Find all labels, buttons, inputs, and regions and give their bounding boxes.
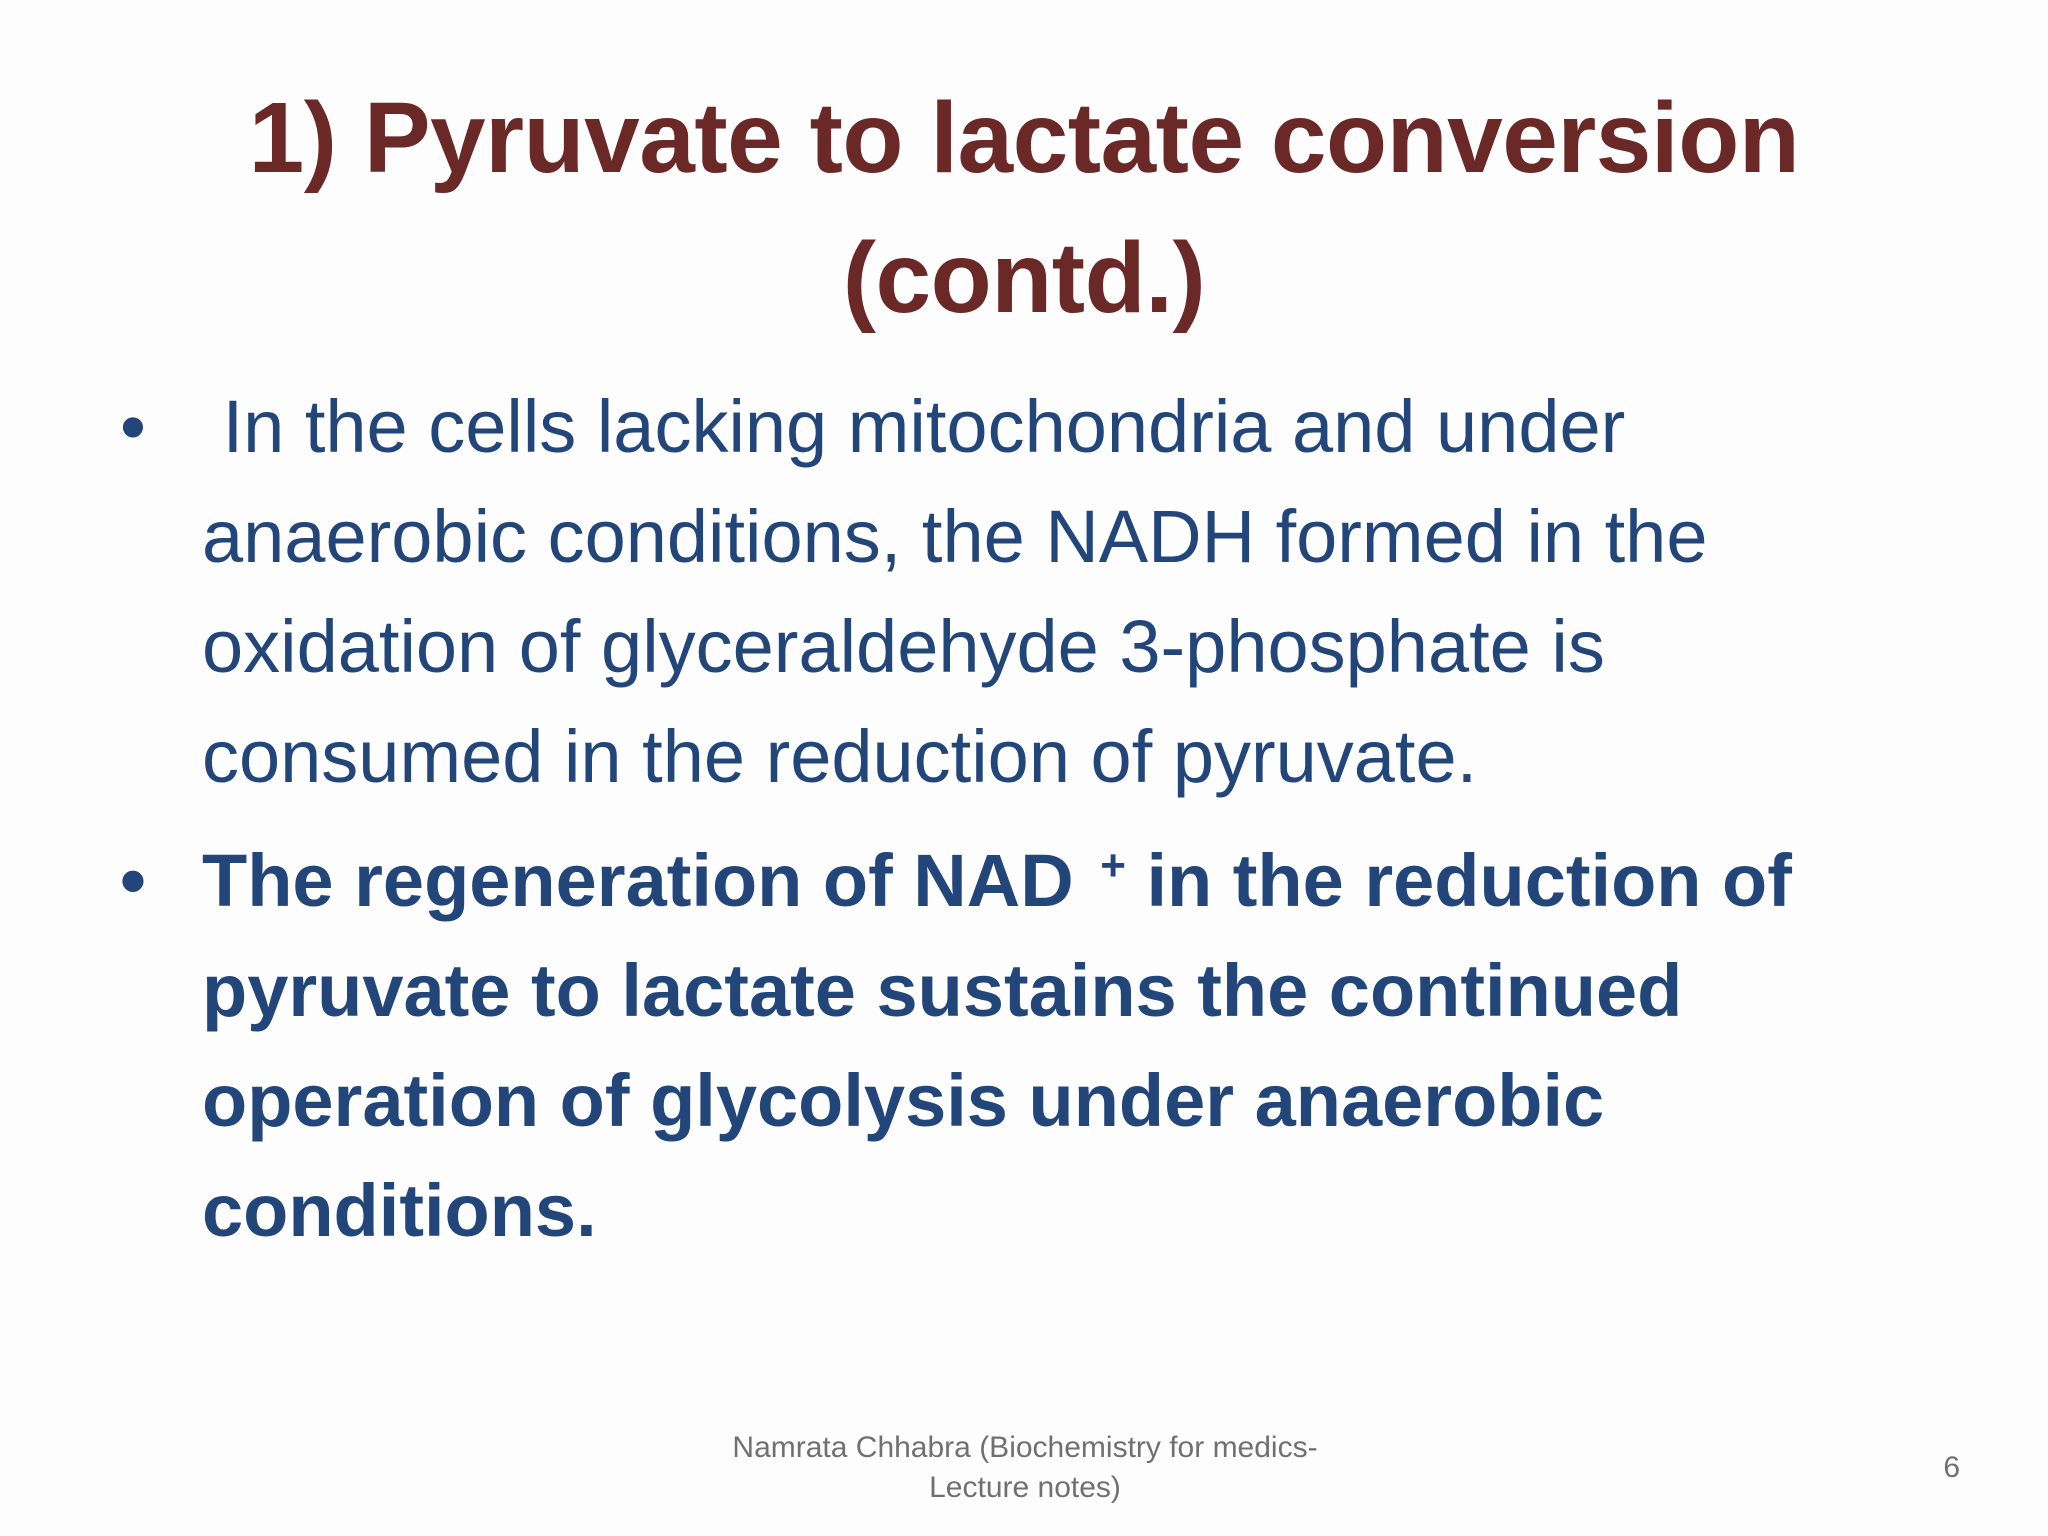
bullet-text: In the cells lacking mitochondria and under anaerobic conditions, the NADH formed in the oxidation of glyceraldehyde 3-phosphate is consumed in the reduction of pyruvate. (202, 385, 1708, 798)
bullet-dot-icon: • (120, 385, 146, 468)
bullet-dot-icon: • (120, 839, 146, 922)
footer-author-line2: Lecture notes) (929, 1471, 1121, 1504)
bullet-list (120, 372, 1950, 1266)
page-number: 6 (1943, 1451, 1960, 1484)
bullet-item (120, 826, 1950, 1266)
superscript-plus: + (1100, 841, 1126, 890)
bullet-item (120, 372, 1950, 812)
bullet-text-part2: in the reduction of pyruvate to lactate sustains the continued operation of glycolysis under anaerobic conditions. (202, 839, 1792, 1252)
footer-author-line1: Namrata Chhabra (Biochemistry for medics- (732, 1431, 1318, 1464)
bullet-text-part1: The regeneration of NAD (202, 839, 1074, 922)
slide-title: 1) Pyruvate to lactate conversion (contd.) (248, 82, 1800, 334)
footer-author (700, 1428, 1350, 1508)
